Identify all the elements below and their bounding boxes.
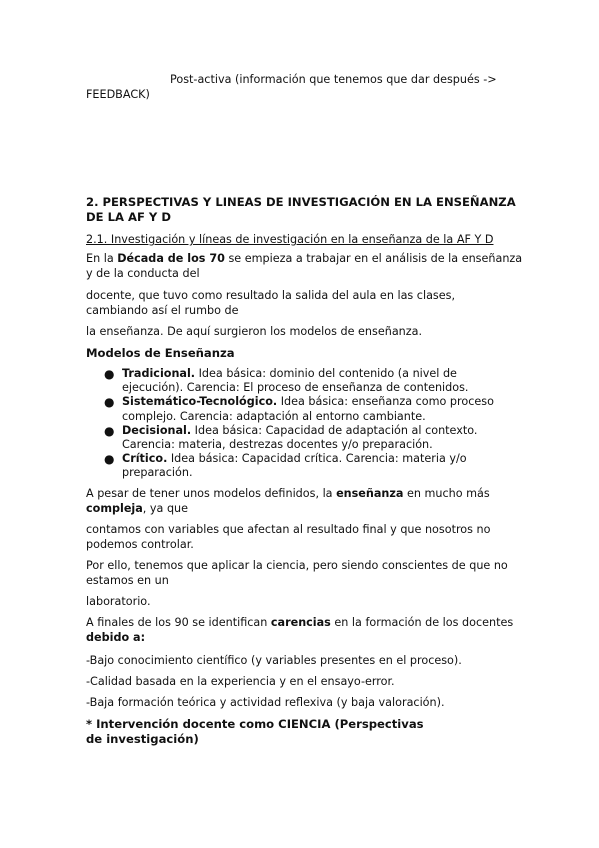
model-text: Idea básica: Capacidad crítica. Carencia: materia y/o preparación. xyxy=(122,452,467,480)
deficit-line-1: -Bajo conocimiento científico (y variables presentes en el proceso). xyxy=(86,654,462,667)
paragraph-8-text-1: A finales de los 90 se identifican xyxy=(86,616,271,629)
section-title-line-1: 2. PERSPECTIVAS Y LINEAS DE INVESTIGACIÓN EN LA ENSEÑANZA xyxy=(86,195,516,209)
list-item xyxy=(86,424,506,452)
section-title-line-2: DE LA AF Y D xyxy=(86,210,171,224)
paragraph-4-text-2: en mucho más xyxy=(403,487,490,500)
paragraph-1-prefix: En la xyxy=(86,252,118,265)
list-item xyxy=(86,395,506,423)
paragraph-4 xyxy=(86,487,522,516)
model-name: Crítico. xyxy=(122,452,168,466)
list-item xyxy=(86,452,506,480)
model-name: Sistemático-Tecnológico. xyxy=(122,395,278,409)
paragraph-6: Por ello, tenemos que aplicar la ciencia, pero siendo conscientes de que no estamos en un xyxy=(86,559,508,587)
bullet-icon: ● xyxy=(104,395,115,410)
paragraph-4-text-3: , ya que xyxy=(142,501,189,515)
model-text: Idea básica: dominio del contenido (a nivel de ejecución). Carencia: El proceso de enseñanza de contenidos. xyxy=(122,367,469,395)
paragraph-5: contamos con variables que afectan al resultado final y que nosotros no podemos controlar. xyxy=(86,523,491,551)
paragraph-8 xyxy=(86,616,522,645)
paragraph-2: docente, que tuvo como resultado la salida del aula en las clases, cambiando así el rumbo de xyxy=(86,289,456,317)
paragraph-1-bold: Década de los 70 xyxy=(117,252,225,265)
paragraph-8-text-2: en la formación de los docentes xyxy=(330,616,514,629)
bullet-icon: ● xyxy=(104,452,115,467)
paragraph-1-suffix: se empieza a trabajar en el análisis de la enseñanza y de la conducta del xyxy=(86,252,523,280)
section-subtitle: 2.1. Investigación y líneas de investigación en la enseñanza de la AF Y D xyxy=(86,233,494,246)
bullet-icon: ● xyxy=(104,423,115,438)
models-list xyxy=(86,367,506,481)
paragraph-4-text-1: A pesar de tener unos modelos definidos, la xyxy=(86,487,337,500)
model-text: Idea básica: enseñanza como proceso complejo. Carencia: adaptación al entorno cambiante. xyxy=(122,395,494,423)
intro-line-1: Post-activa (información que tenemos que dar después -> xyxy=(170,73,497,86)
list-item xyxy=(86,367,506,395)
paragraph-8-bold-2: debido a: xyxy=(86,630,146,644)
paragraph-3: la enseñanza. De aquí surgieron los modelos de enseñanza. xyxy=(86,325,423,338)
paragraph-4-bold-2: compleja xyxy=(86,501,143,515)
intro-line-2: FEEDBACK) xyxy=(86,88,150,101)
paragraph-7: laboratorio. xyxy=(86,595,151,608)
model-name: Tradicional. xyxy=(122,367,196,380)
model-text: Idea básica: Capacidad de adaptación al contexto. Carencia: materia, destrezas docentes y/o preparación. xyxy=(122,423,478,452)
bullet-icon: ● xyxy=(104,367,115,381)
models-heading: Modelos de Enseñanza xyxy=(86,346,235,360)
final-heading: * Intervención docente como CIENCIA (Perspectivas de investigación) xyxy=(86,717,424,746)
deficit-line-2: -Calidad basada en la experiencia y en el ensayo-error. xyxy=(86,675,395,688)
deficit-line-3: -Baja formación teórica y actividad reflexiva (y baja valoración). xyxy=(86,696,445,709)
paragraph-1 xyxy=(86,252,526,281)
paragraph-4-bold-1: enseñanza xyxy=(336,487,404,500)
model-name: Decisional. xyxy=(122,423,192,437)
paragraph-8-bold-1: carencias xyxy=(270,616,331,629)
